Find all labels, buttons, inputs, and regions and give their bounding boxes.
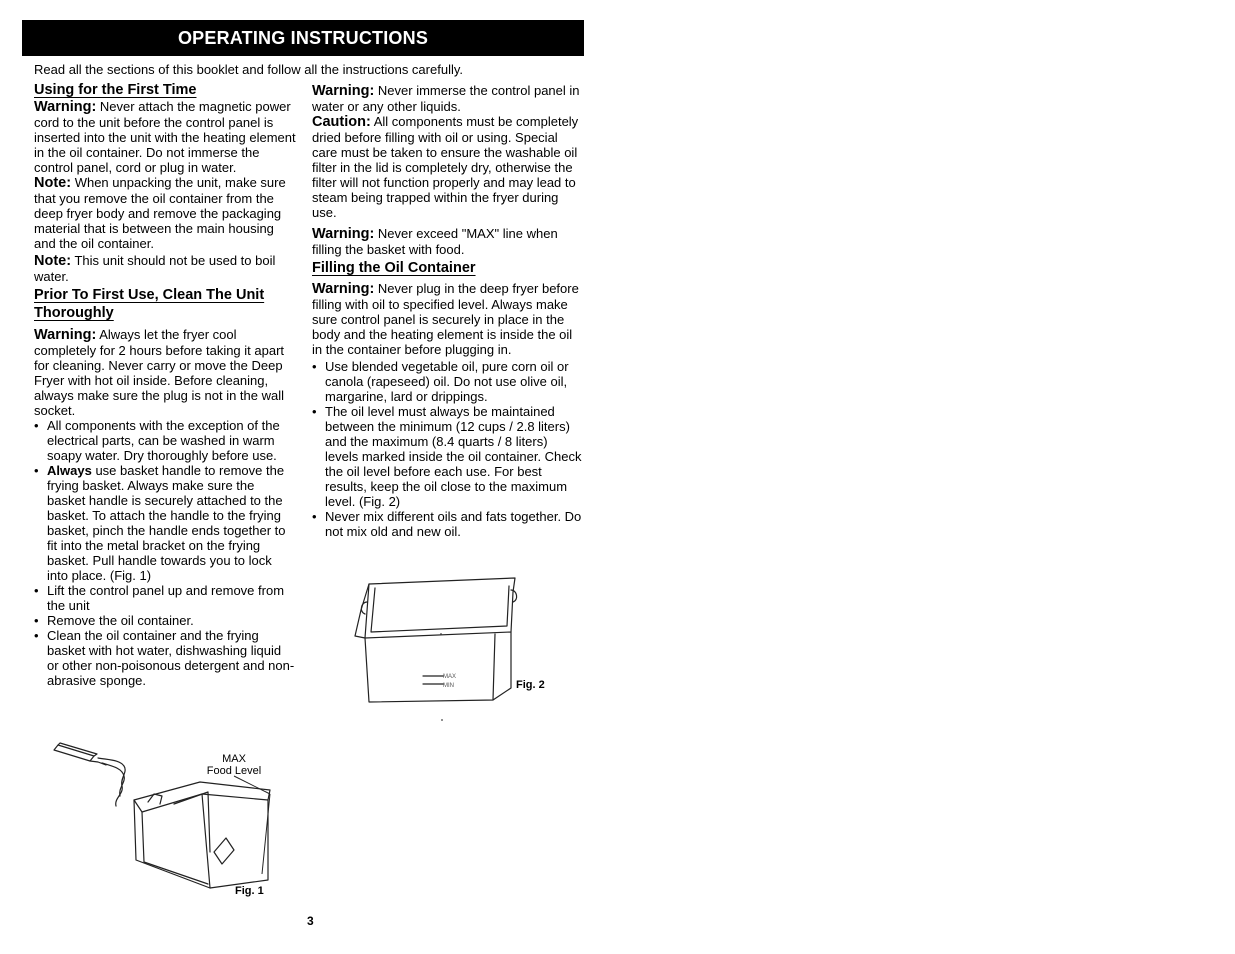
emphasis: Always <box>47 463 92 478</box>
list-item <box>34 628 296 688</box>
label-line: MAX <box>222 753 246 765</box>
heading-line: Thoroughly <box>34 305 114 321</box>
bullet: • <box>34 418 39 433</box>
speck <box>440 633 442 635</box>
warning-label: Warning: <box>34 99 97 115</box>
list-item <box>34 583 296 613</box>
cleaning-steps-list <box>34 418 296 688</box>
list-item-text: use basket handle to remove the frying basket. Always make sure the basket handle is securely attached to the basket. To attach the handle to the frying basket, pinch the handle ends together to fit into the metal bracket on the frying basket. Pull handle towards you to lock into place. (Fig. 1) <box>47 463 286 583</box>
warning-text: Never attach the magnetic power cord to the unit before the control panel is inserted into the unit with the heating element in the oil container. Do not immerse the control panel, cord or plug in water. <box>34 99 296 175</box>
bullet: • <box>312 404 317 419</box>
note-label: Note: <box>34 253 72 269</box>
warning-label: Warning: <box>34 327 97 343</box>
list-item <box>312 404 584 509</box>
caution-text: All components must be completely dried before filling with oil or using. Special care must be taken to ensure the washable oil filter in the lid is completely dry, otherwise the filter will not function properly and may lead to steam being trapped within the fryer during use. <box>312 114 579 220</box>
oil-instructions-list <box>312 359 584 539</box>
warning-text: Never exceed "MAX" line when filling the basket with food. <box>312 226 558 257</box>
bullet: • <box>34 628 39 643</box>
bullet: • <box>34 613 39 628</box>
fig2-caption: Fig. 2 <box>516 679 545 691</box>
warning-label: Warning: <box>312 226 375 242</box>
warning-text: Never immerse the control panel in water or any other liquids. <box>312 83 580 114</box>
list-item-text: All components with the exception of the electrical parts, can be washed in warm soapy water. Dry thoroughly before use. <box>47 418 280 463</box>
warning-text: Never plug in the deep fryer before filling with oil to specified level. Always make sure control panel is securely in place in the body and the heating element is inside the oil in the container before plugging in. <box>312 281 579 357</box>
bullet: • <box>312 359 317 374</box>
filling-warning <box>312 281 584 357</box>
caution-paragraph <box>312 114 584 220</box>
note-text: When unpacking the unit, make sure that you remove the oil container from the deep fryer body and remove the packaging material that is between the main housing and the oil container. <box>34 175 286 251</box>
prior-warning <box>34 327 296 418</box>
fig2-oil-container-illustration <box>345 576 525 721</box>
list-item <box>312 509 584 539</box>
list-item-text: Clean the oil container and the frying basket with hot water, dishwashing liquid or other non-poisonous detergent and non-abrasive sponge. <box>47 628 295 688</box>
first-time-warning <box>34 99 296 175</box>
note-label: Note: <box>34 175 72 191</box>
list-item-text: Never mix different oils and fats together. Do not mix old and new oil. <box>325 509 582 539</box>
speck <box>441 719 443 721</box>
caution-label: Caution: <box>312 114 371 130</box>
control-panel-warning <box>312 83 584 114</box>
heading-filling-oil-container: Filling the Oil Container <box>312 260 476 276</box>
bullet: • <box>34 463 39 478</box>
list-item-text: The oil level must always be maintained between the minimum (12 cups / 2.8 liters) and the maximum (8.4 quarts / 8 liters) levels marked inside the oil container. Check the oil level before each use. For best results, keep the oil close to the maximum level. (Fig. 2) <box>325 404 582 509</box>
intro-text: Read all the sections of this booklet and follow all the instructions carefully. <box>34 62 463 77</box>
warning-text: Always let the fryer cool completely for 2 hours before taking it apart for cleaning. Never carry or move the Deep Fryer with hot oil inside. Before cleaning, always make sure the plug is not in the wall socket. <box>34 327 285 418</box>
section-header <box>22 20 584 56</box>
page-number: 3 <box>307 914 314 928</box>
list-item <box>34 418 296 463</box>
fig1-caption: Fig. 1 <box>235 885 264 897</box>
max-mark-label: MAX <box>443 674 457 680</box>
page-title: OPERATING INSTRUCTIONS <box>177 28 429 48</box>
list-item <box>312 359 584 404</box>
bullet: • <box>312 509 317 524</box>
first-time-note <box>34 175 296 251</box>
heading-prior-first-use <box>34 286 296 322</box>
first-time-note-2 <box>34 253 296 284</box>
max-line-warning <box>312 226 584 257</box>
note-text: This unit should not be used to boil water. <box>34 253 276 284</box>
list-item <box>34 613 296 628</box>
left-column <box>34 81 296 688</box>
heading-first-time: Using for the First Time <box>34 82 197 98</box>
heading-line: Prior To First Use, Clean The Unit <box>34 287 265 303</box>
label-line: Food Level <box>206 765 262 777</box>
max-food-level-label <box>196 753 272 777</box>
warning-label: Warning: <box>312 281 375 297</box>
list-item-text: Lift the control panel up and remove from the unit <box>47 583 285 613</box>
min-mark-label: MIN <box>443 683 454 689</box>
list-item-text: Remove the oil container. <box>47 613 194 628</box>
list-item <box>34 463 296 583</box>
right-column <box>312 83 584 539</box>
list-item-text: Use blended vegetable oil, pure corn oil or canola (rapeseed) oil. Do not use olive oil, margarine, lard or drippings. <box>325 359 569 404</box>
bullet: • <box>34 583 39 598</box>
warning-label: Warning: <box>312 83 375 99</box>
